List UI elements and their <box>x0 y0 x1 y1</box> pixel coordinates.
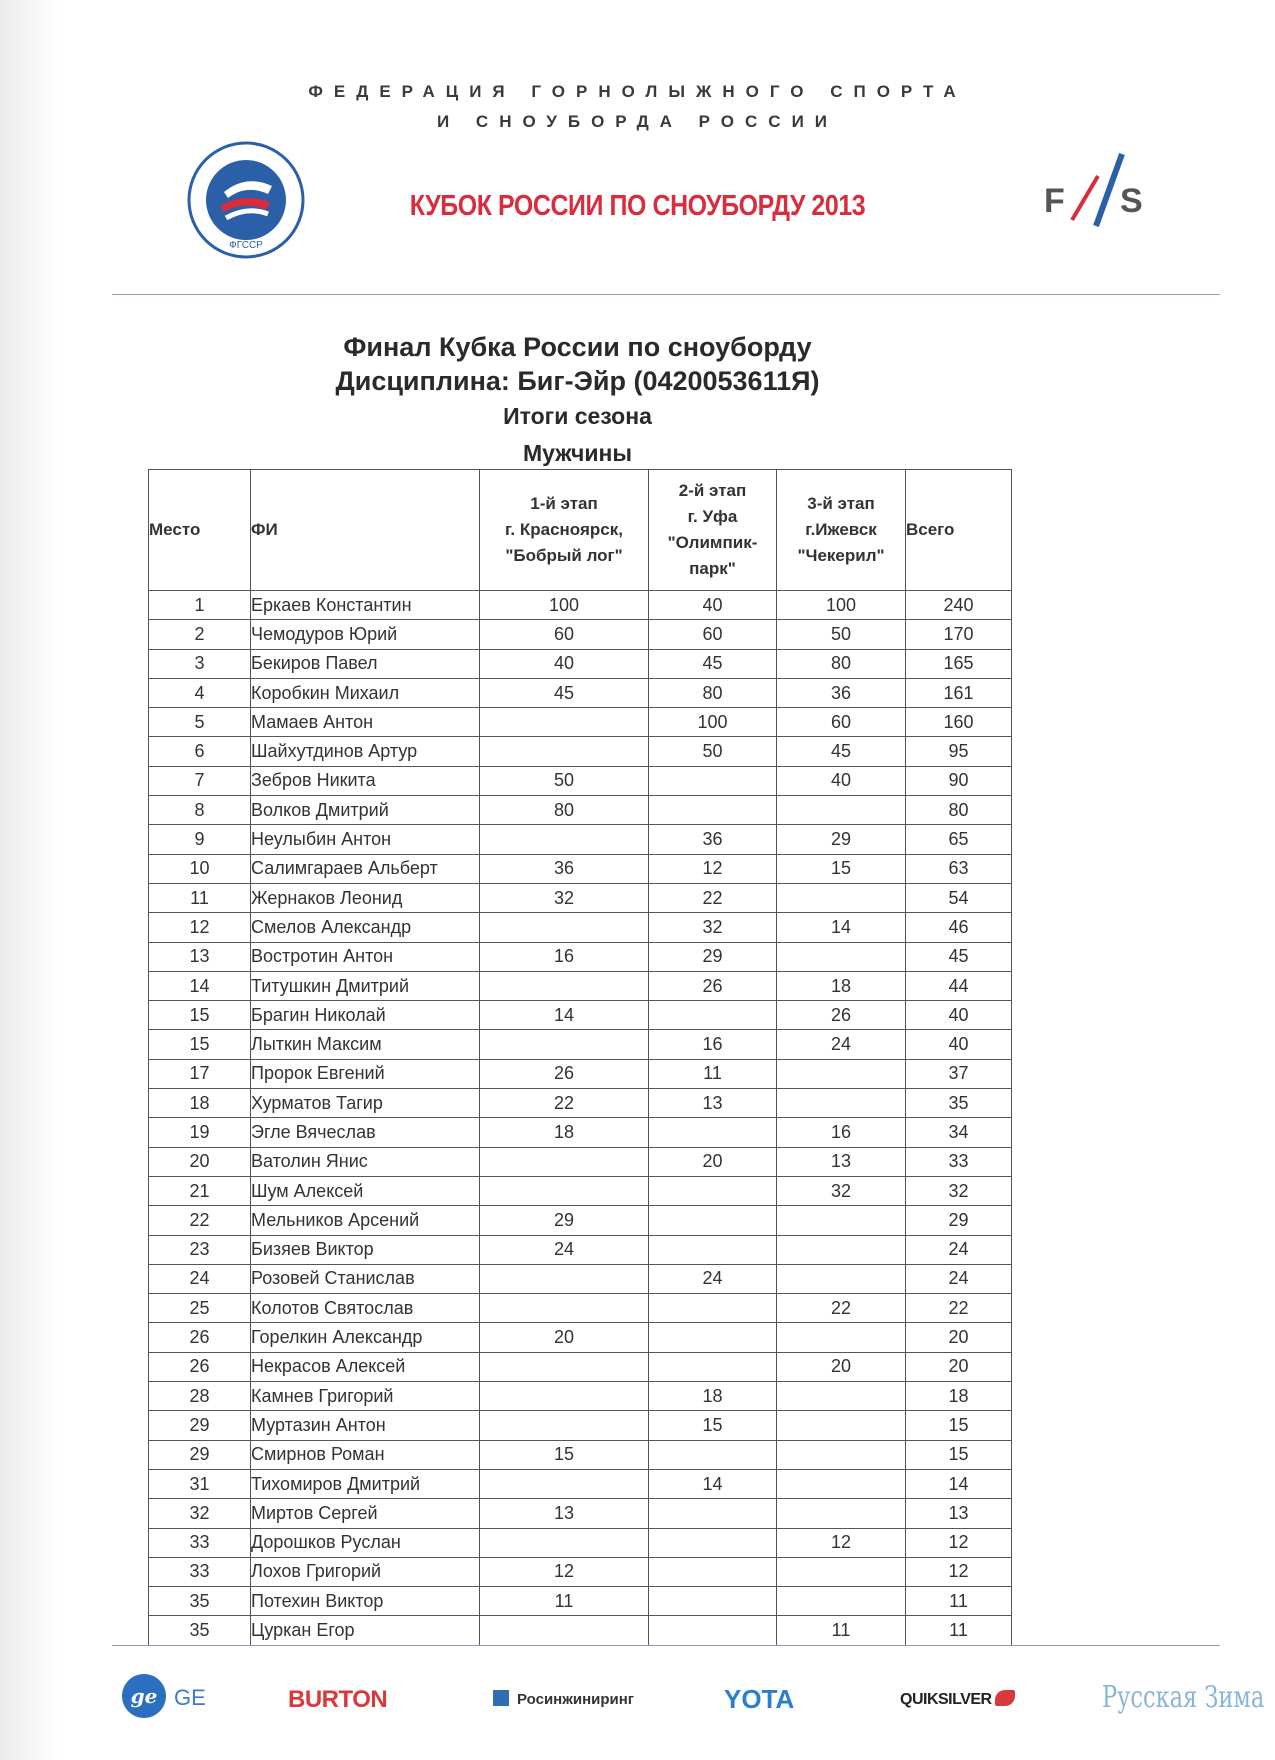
cell-stage3 <box>777 1206 906 1235</box>
cell-stage3: 100 <box>777 591 906 620</box>
table-row <box>149 1089 1012 1118</box>
cell-place: 14 <box>149 971 251 1000</box>
cell-stage3: 45 <box>777 737 906 766</box>
event-title: Финал Кубка России по сноуборду <box>343 332 812 362</box>
cell-total: 170 <box>906 620 1012 649</box>
cell-total: 45 <box>906 942 1012 971</box>
cell-stage1 <box>480 1411 649 1440</box>
cell-name: Шум Алексей <box>251 1176 480 1205</box>
cell-stage2 <box>649 766 777 795</box>
cell-total: 13 <box>906 1499 1012 1528</box>
cell-total: 44 <box>906 971 1012 1000</box>
table-row <box>149 1118 1012 1147</box>
table-row <box>149 1323 1012 1352</box>
cell-name: Волков Дмитрий <box>251 796 480 825</box>
cell-name: Розовей Станислав <box>251 1264 480 1293</box>
cell-total: 160 <box>906 708 1012 737</box>
cell-stage3 <box>777 1469 906 1498</box>
cell-stage3 <box>777 1440 906 1469</box>
cell-total: 35 <box>906 1089 1012 1118</box>
quiksilver-label: QUIKSILVER <box>900 1691 992 1708</box>
cell-place: 33 <box>149 1528 251 1557</box>
cell-stage3 <box>777 1557 906 1586</box>
cell-stage1: 11 <box>480 1587 649 1616</box>
table-row <box>149 796 1012 825</box>
cell-stage1 <box>480 971 649 1000</box>
cell-stage2 <box>649 1323 777 1352</box>
cell-place: 15 <box>149 1001 251 1030</box>
cell-stage2 <box>649 1118 777 1147</box>
cell-stage2: 36 <box>649 825 777 854</box>
cell-place: 26 <box>149 1323 251 1352</box>
cell-stage1: 14 <box>480 1001 649 1030</box>
cell-stage2: 50 <box>649 737 777 766</box>
cell-stage1 <box>480 825 649 854</box>
cell-stage3 <box>777 796 906 825</box>
cell-place: 29 <box>149 1411 251 1440</box>
cell-stage1: 24 <box>480 1235 649 1264</box>
cell-stage3 <box>777 883 906 912</box>
cell-name: Зебров Никита <box>251 766 480 795</box>
cell-stage2: 60 <box>649 620 777 649</box>
cell-total: 90 <box>906 766 1012 795</box>
cell-stage2 <box>649 1176 777 1205</box>
cell-name: Потехин Виктор <box>251 1587 480 1616</box>
cell-stage1: 15 <box>480 1440 649 1469</box>
cell-stage2 <box>649 1587 777 1616</box>
table-row <box>149 913 1012 942</box>
table-row <box>149 971 1012 1000</box>
table-row <box>149 1176 1012 1205</box>
cell-place: 11 <box>149 883 251 912</box>
cell-place: 26 <box>149 1352 251 1381</box>
cell-stage2: 24 <box>649 1264 777 1293</box>
cell-name: Некрасов Алексей <box>251 1352 480 1381</box>
cell-place: 19 <box>149 1118 251 1147</box>
cell-stage2: 100 <box>649 708 777 737</box>
cell-name: Лохов Григорий <box>251 1557 480 1586</box>
cell-place: 4 <box>149 678 251 707</box>
cell-total: 95 <box>906 737 1012 766</box>
cell-name: Смирнов Роман <box>251 1440 480 1469</box>
cell-stage1 <box>480 1176 649 1205</box>
cell-stage1: 80 <box>480 796 649 825</box>
cell-total: 18 <box>906 1382 1012 1411</box>
cell-stage2 <box>649 1352 777 1381</box>
cell-place: 9 <box>149 825 251 854</box>
cell-stage2 <box>649 1235 777 1264</box>
cell-stage2 <box>649 1294 777 1323</box>
cell-name: Востротин Антон <box>251 942 480 971</box>
col-header-stage1: 1-й этап г. Красноярск, "Бобрый лог" <box>480 470 649 591</box>
cell-name: Жернаков Леонид <box>251 883 480 912</box>
cell-stage3 <box>777 1499 906 1528</box>
cell-stage1: 13 <box>480 1499 649 1528</box>
cell-stage1: 12 <box>480 1557 649 1586</box>
cell-stage1 <box>480 1382 649 1411</box>
table-row <box>149 1294 1012 1323</box>
table-row <box>149 1264 1012 1293</box>
cell-name: Пророк Евгений <box>251 1059 480 1088</box>
cell-stage2: 16 <box>649 1030 777 1059</box>
cell-stage3: 80 <box>777 649 906 678</box>
cell-stage2 <box>649 1440 777 1469</box>
cell-name: Бекиров Павел <box>251 649 480 678</box>
cell-name: Салимгараев Альберт <box>251 854 480 883</box>
cell-stage2 <box>649 1528 777 1557</box>
cell-total: 15 <box>906 1411 1012 1440</box>
cell-total: 40 <box>906 1001 1012 1030</box>
cell-stage2 <box>649 1616 777 1645</box>
col-header-place: Место <box>149 470 251 591</box>
table-row <box>149 1440 1012 1469</box>
cell-stage1 <box>480 1030 649 1059</box>
cell-stage3 <box>777 942 906 971</box>
cell-stage3: 36 <box>777 678 906 707</box>
cell-stage3: 14 <box>777 913 906 942</box>
cell-stage1 <box>480 1352 649 1381</box>
cell-total: 80 <box>906 796 1012 825</box>
table-row <box>149 708 1012 737</box>
cell-place: 15 <box>149 1030 251 1059</box>
cell-stage2: 14 <box>649 1469 777 1498</box>
table-row <box>149 1469 1012 1498</box>
table-row <box>149 1616 1012 1645</box>
cell-total: 20 <box>906 1352 1012 1381</box>
cell-place: 17 <box>149 1059 251 1088</box>
table-row <box>149 1059 1012 1088</box>
cell-stage2: 29 <box>649 942 777 971</box>
cell-place: 31 <box>149 1469 251 1498</box>
cell-name: Лыткин Максим <box>251 1030 480 1059</box>
cell-place: 29 <box>149 1440 251 1469</box>
cell-total: 54 <box>906 883 1012 912</box>
rosinzhiniring-logo <box>493 1690 634 1708</box>
col-header-name: ФИ <box>251 470 480 591</box>
cell-stage1: 45 <box>480 678 649 707</box>
table-row <box>149 591 1012 620</box>
cell-name: Ватолин Янис <box>251 1147 480 1176</box>
cell-stage3: 16 <box>777 1118 906 1147</box>
cell-stage1 <box>480 1147 649 1176</box>
cell-stage3: 11 <box>777 1616 906 1645</box>
cell-place: 5 <box>149 708 251 737</box>
cell-stage1 <box>480 1469 649 1498</box>
cell-place: 3 <box>149 649 251 678</box>
cell-place: 35 <box>149 1616 251 1645</box>
cell-place: 32 <box>149 1499 251 1528</box>
cell-total: 161 <box>906 678 1012 707</box>
cell-stage1 <box>480 1616 649 1645</box>
cell-place: 8 <box>149 796 251 825</box>
russkaya-zima-logo <box>1102 1680 1264 1715</box>
cell-name: Колотов Святослав <box>251 1294 480 1323</box>
cell-stage1: 36 <box>480 854 649 883</box>
table-row <box>149 854 1012 883</box>
quiksilver-wave-icon <box>995 1690 1015 1706</box>
table-row <box>149 1411 1012 1440</box>
cell-stage1 <box>480 1528 649 1557</box>
cell-stage2: 40 <box>649 591 777 620</box>
russkaya-zima-label: Русская Зима <box>1102 1680 1265 1715</box>
cell-name: Титушкин Дмитрий <box>251 971 480 1000</box>
table-row <box>149 883 1012 912</box>
cell-name: Бизяев Виктор <box>251 1235 480 1264</box>
cell-place: 25 <box>149 1294 251 1323</box>
table-header-row <box>149 470 1012 591</box>
cell-stage2: 32 <box>649 913 777 942</box>
cell-total: 24 <box>906 1235 1012 1264</box>
cell-place: 33 <box>149 1557 251 1586</box>
cell-name: Мельников Арсений <box>251 1206 480 1235</box>
ge-monogram-icon: ge <box>122 1674 166 1718</box>
cell-stage3 <box>777 1382 906 1411</box>
cell-total: 37 <box>906 1059 1012 1088</box>
cell-stage1: 50 <box>480 766 649 795</box>
cell-place: 21 <box>149 1176 251 1205</box>
cell-stage2: 18 <box>649 1382 777 1411</box>
burton-logo <box>288 1686 387 1714</box>
cell-place: 28 <box>149 1382 251 1411</box>
cell-name: Брагин Николай <box>251 1001 480 1030</box>
cell-total: 34 <box>906 1118 1012 1147</box>
cell-stage1: 26 <box>480 1059 649 1088</box>
cell-total: 29 <box>906 1206 1012 1235</box>
cell-place: 18 <box>149 1089 251 1118</box>
cell-name: Хурматов Тагир <box>251 1089 480 1118</box>
cell-place: 22 <box>149 1206 251 1235</box>
cell-name: Миртов Сергей <box>251 1499 480 1528</box>
cell-stage1: 29 <box>480 1206 649 1235</box>
cell-name: Еркаев Константин <box>251 591 480 620</box>
cell-place: 2 <box>149 620 251 649</box>
cell-stage3: 20 <box>777 1352 906 1381</box>
cell-name: Горелкин Александр <box>251 1323 480 1352</box>
table-row <box>149 1557 1012 1586</box>
cell-total: 11 <box>906 1616 1012 1645</box>
cell-stage3 <box>777 1264 906 1293</box>
cell-stage3: 13 <box>777 1147 906 1176</box>
cell-total: 14 <box>906 1469 1012 1498</box>
cell-stage1 <box>480 1264 649 1293</box>
cell-stage3 <box>777 1587 906 1616</box>
cell-name: Смелов Александр <box>251 913 480 942</box>
svg-text:F: F <box>1044 182 1065 220</box>
rosinzhiniring-label: Росинжиниринг <box>517 1691 635 1708</box>
fgssr-logo-text: ФГССР <box>229 240 263 251</box>
table-row <box>149 737 1012 766</box>
cell-stage3: 26 <box>777 1001 906 1030</box>
cell-name: Коробкин Михаил <box>251 678 480 707</box>
cell-name: Муртазин Антон <box>251 1411 480 1440</box>
svg-text:S: S <box>1120 182 1143 220</box>
table-row <box>149 649 1012 678</box>
cell-total: 12 <box>906 1528 1012 1557</box>
cell-place: 24 <box>149 1264 251 1293</box>
cell-stage2: 80 <box>649 678 777 707</box>
cell-total: 33 <box>906 1147 1012 1176</box>
cell-stage2: 20 <box>649 1147 777 1176</box>
cell-name: Шайхутдинов Артур <box>251 737 480 766</box>
col-header-stage3: 3-й этап г.Ижевск "Чекерил" <box>777 470 906 591</box>
cell-place: 12 <box>149 913 251 942</box>
cell-name: Дорошков Руслан <box>251 1528 480 1557</box>
federation-name-line1: ФЕДЕРАЦИЯ ГОРНОЛЫЖНОГО СПОРТА <box>308 82 967 101</box>
burton-label: BURTON <box>288 1686 388 1713</box>
cell-total: 65 <box>906 825 1012 854</box>
ge-label: GE <box>174 1685 206 1710</box>
cell-stage2: 26 <box>649 971 777 1000</box>
cell-stage1 <box>480 913 649 942</box>
category-title: Мужчины <box>523 440 632 466</box>
cell-total: 24 <box>906 1264 1012 1293</box>
cell-total: 12 <box>906 1557 1012 1586</box>
scan-edge-shadow <box>0 0 60 1760</box>
cell-stage3 <box>777 1059 906 1088</box>
cell-stage2 <box>649 1206 777 1235</box>
cell-place: 1 <box>149 591 251 620</box>
cell-stage1 <box>480 737 649 766</box>
table-row <box>149 1352 1012 1381</box>
cell-stage1: 22 <box>480 1089 649 1118</box>
cell-total: 46 <box>906 913 1012 942</box>
table-row <box>149 1382 1012 1411</box>
cell-place: 6 <box>149 737 251 766</box>
cell-stage3 <box>777 1411 906 1440</box>
cell-stage2: 22 <box>649 883 777 912</box>
cell-place: 10 <box>149 854 251 883</box>
table-row <box>149 1001 1012 1030</box>
discipline-title: Дисциплина: Биг-Эйр (0420053611Я) <box>335 366 820 396</box>
table-row <box>149 1147 1012 1176</box>
cell-name: Чемодуров Юрий <box>251 620 480 649</box>
cup-title: КУБОК РОССИИ ПО СНОУБОРДУ 2013 <box>409 190 866 222</box>
table-row <box>149 1587 1012 1616</box>
cell-stage3: 32 <box>777 1176 906 1205</box>
cell-stage1: 32 <box>480 883 649 912</box>
cell-total: 240 <box>906 591 1012 620</box>
fis-logo <box>1038 140 1158 250</box>
cell-stage1 <box>480 1294 649 1323</box>
cell-stage3: 15 <box>777 854 906 883</box>
cell-stage3 <box>777 1235 906 1264</box>
cell-stage1: 18 <box>480 1118 649 1147</box>
cell-place: 20 <box>149 1147 251 1176</box>
cell-stage1 <box>480 708 649 737</box>
cell-stage1: 100 <box>480 591 649 620</box>
cell-total: 63 <box>906 854 1012 883</box>
table-row <box>149 766 1012 795</box>
cell-stage1: 60 <box>480 620 649 649</box>
cell-stage3: 60 <box>777 708 906 737</box>
cell-name: Камнев Григорий <box>251 1382 480 1411</box>
table-row <box>149 1528 1012 1557</box>
col-header-total: Всего <box>906 470 1012 591</box>
cell-stage2: 11 <box>649 1059 777 1088</box>
cell-stage3: 22 <box>777 1294 906 1323</box>
cell-place: 35 <box>149 1587 251 1616</box>
cell-stage3: 40 <box>777 766 906 795</box>
quiksilver-logo <box>900 1690 1015 1709</box>
cell-total: 20 <box>906 1323 1012 1352</box>
cell-stage3: 12 <box>777 1528 906 1557</box>
yota-label: YOTA <box>724 1684 795 1714</box>
cell-stage2 <box>649 796 777 825</box>
footer-divider <box>112 1645 1220 1646</box>
cell-total: 165 <box>906 649 1012 678</box>
cell-name: Неулыбин Антон <box>251 825 480 854</box>
cell-total: 15 <box>906 1440 1012 1469</box>
cell-name: Эгле Вячеслав <box>251 1118 480 1147</box>
cell-stage3: 50 <box>777 620 906 649</box>
table-row <box>149 825 1012 854</box>
cell-stage2: 15 <box>649 1411 777 1440</box>
cell-stage2: 45 <box>649 649 777 678</box>
results-body <box>149 591 1012 1646</box>
cell-stage3: 24 <box>777 1030 906 1059</box>
results-table <box>148 469 1012 1646</box>
season-summary-title: Итоги сезона <box>503 403 652 429</box>
table-row <box>149 1499 1012 1528</box>
cell-total: 11 <box>906 1587 1012 1616</box>
table-row <box>149 1235 1012 1264</box>
cell-total: 22 <box>906 1294 1012 1323</box>
yota-logo <box>724 1684 794 1715</box>
federation-name-line2: И СНОУБОРДА РОССИИ <box>436 112 839 131</box>
col-header-stage2: 2-й этап г. Уфа "Олимпик- парк" <box>649 470 777 591</box>
cell-stage3: 18 <box>777 971 906 1000</box>
cell-place: 13 <box>149 942 251 971</box>
rosinzhiniring-mark-icon <box>493 1690 509 1706</box>
sponsor-strip <box>0 1676 1275 1736</box>
table-row <box>149 678 1012 707</box>
cell-total: 32 <box>906 1176 1012 1205</box>
cell-stage2: 12 <box>649 854 777 883</box>
cell-stage3 <box>777 1323 906 1352</box>
cell-name: Мамаев Антон <box>251 708 480 737</box>
cell-stage2 <box>649 1001 777 1030</box>
cell-stage1: 16 <box>480 942 649 971</box>
cell-stage3: 29 <box>777 825 906 854</box>
cell-stage2 <box>649 1499 777 1528</box>
cell-stage1: 20 <box>480 1323 649 1352</box>
cell-stage2: 13 <box>649 1089 777 1118</box>
table-row <box>149 942 1012 971</box>
cell-place: 7 <box>149 766 251 795</box>
cell-stage2 <box>649 1557 777 1586</box>
cell-stage1: 40 <box>480 649 649 678</box>
header-divider <box>112 294 1220 295</box>
cell-total: 40 <box>906 1030 1012 1059</box>
table-row <box>149 1206 1012 1235</box>
table-row <box>149 620 1012 649</box>
cell-place: 23 <box>149 1235 251 1264</box>
table-row <box>149 1030 1012 1059</box>
cell-name: Цуркан Егор <box>251 1616 480 1645</box>
cell-name: Тихомиров Дмитрий <box>251 1469 480 1498</box>
cell-stage3 <box>777 1089 906 1118</box>
